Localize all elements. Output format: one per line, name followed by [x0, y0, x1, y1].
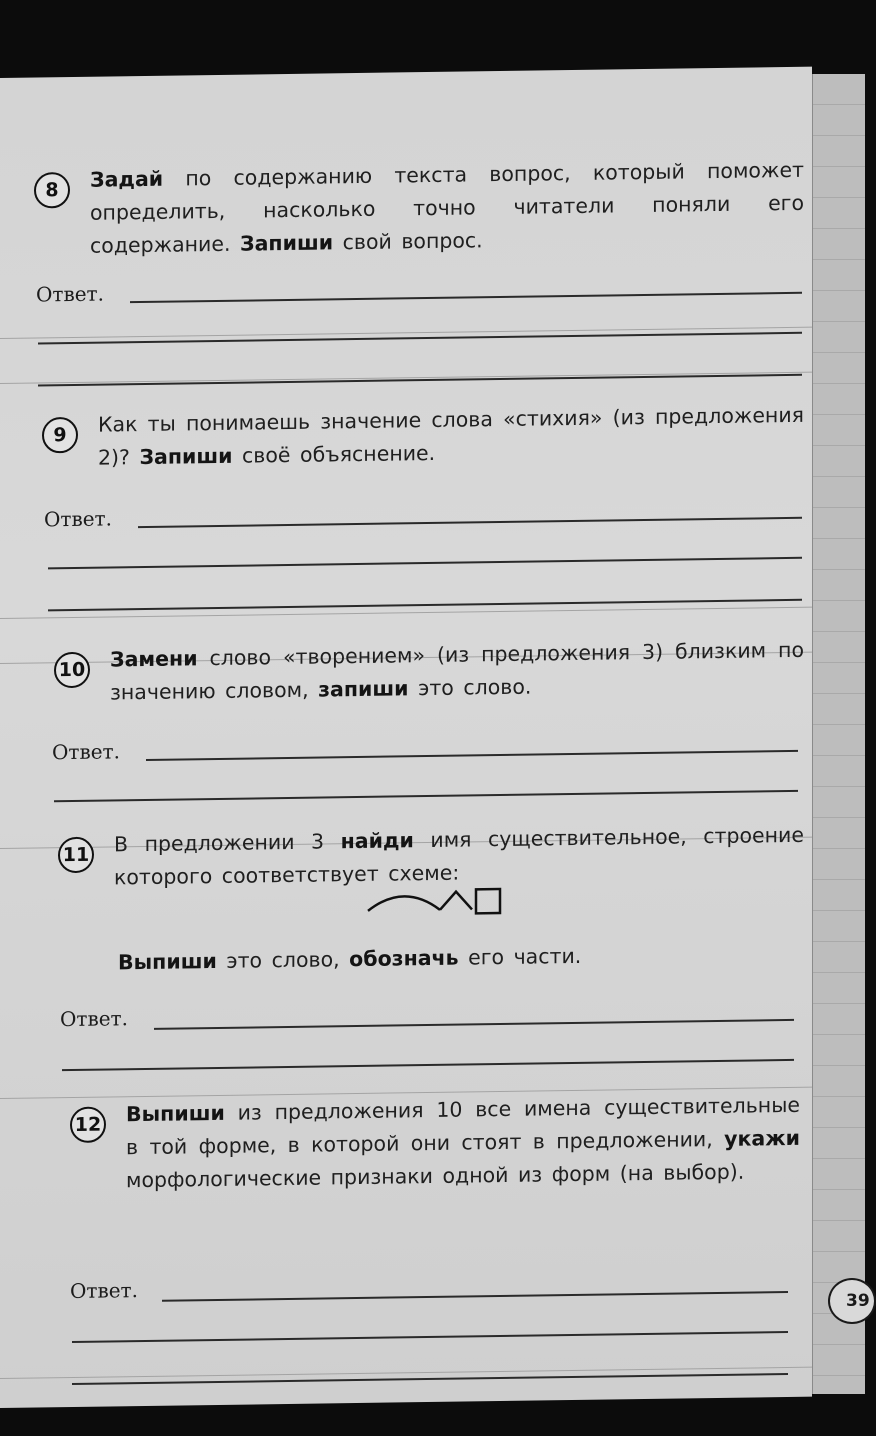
task-10-verb-2: запиши: [318, 676, 409, 702]
answer-label: Ответ.: [36, 281, 104, 307]
task-11-verb-3: обозначь: [349, 945, 459, 972]
answer-line[interactable]: [72, 1331, 788, 1342]
answer-line[interactable]: [138, 517, 802, 528]
answer-line[interactable]: [48, 557, 802, 569]
task-number-8: 8: [34, 172, 70, 209]
answer-line[interactable]: [146, 750, 798, 761]
answer-line[interactable]: [62, 1059, 794, 1071]
answer-line[interactable]: [54, 790, 798, 802]
task-number-10: 10: [54, 652, 90, 689]
root-arc-icon: [368, 896, 440, 911]
task-12-text-1: из предложения 10 все имена существительные в той форме, в которой они стоят в предложении,: [126, 1092, 800, 1160]
page-number-badge: [828, 1278, 876, 1324]
suffix-caret-icon: [440, 891, 472, 909]
answer-line[interactable]: [154, 1019, 794, 1029]
task-11-text-3: это слово,: [216, 947, 350, 973]
task-8-text-2: свой вопрос.: [333, 228, 483, 255]
task-9-text-1: Как ты понимаешь значение слова «стихия» (из предложения 2)?: [98, 402, 804, 470]
answer-label: Ответ.: [70, 1278, 138, 1304]
task-12-verb-1: Выпиши: [126, 1100, 225, 1127]
task-11-text-2: имя существительное, строение которого соответствует схеме:: [114, 822, 804, 890]
workbook-page: [0, 67, 812, 1408]
task-11-verb-1: найди: [340, 828, 414, 854]
task-8-verb-2: Запиши: [240, 230, 334, 256]
task-9: [34, 402, 804, 532]
task-12-text-2: морфологические признаки одной из форм (на выбор).: [126, 1159, 745, 1193]
answer-line[interactable]: [130, 292, 802, 303]
answer-label: Ответ.: [60, 1006, 128, 1032]
task-10: [34, 637, 804, 765]
task-8: [34, 157, 804, 307]
task-9-text-2: своё объяснение.: [232, 440, 436, 468]
task-number-11: 11: [58, 837, 94, 874]
task-11: [34, 822, 804, 1032]
ending-box-icon: [476, 889, 500, 913]
answer-label: Ответ.: [52, 739, 120, 765]
task-number-12: 12: [70, 1107, 106, 1144]
word-structure-scheme: [364, 875, 504, 921]
task-9-text: [98, 399, 804, 475]
task-11-text-4: его части.: [458, 943, 582, 970]
task-10-verb-1: Замени: [110, 646, 198, 672]
answer-line[interactable]: [38, 332, 802, 344]
answer-line[interactable]: [162, 1291, 788, 1301]
task-8-text-1: по содержанию текста вопрос, который поможет определить, насколько точно читатели поняли его содержание.: [90, 157, 804, 258]
task-8-verb-1: Задай: [90, 166, 164, 192]
next-page-edge: [812, 74, 865, 1394]
task-12-text: [126, 1089, 800, 1197]
answer-label: Ответ.: [44, 506, 112, 532]
task-11-text-1: В предложении 3: [114, 829, 341, 857]
task-11-verb-2: Выпиши: [118, 948, 217, 975]
task-8-text: [90, 154, 804, 263]
task-number-9: 9: [42, 417, 78, 454]
task-12: [34, 1092, 804, 1304]
task-10-text-1: слово «творением» (из предложения 3) близким по значению словом,: [110, 637, 804, 705]
task-9-verb-1: Запиши: [139, 443, 233, 470]
task-10-text-2: это слово.: [408, 674, 532, 701]
task-12-verb-2: укажи: [724, 1125, 800, 1151]
task-10-text: [110, 634, 804, 710]
page-number: 39: [846, 1291, 870, 1311]
task-11-instruction: [118, 937, 804, 980]
